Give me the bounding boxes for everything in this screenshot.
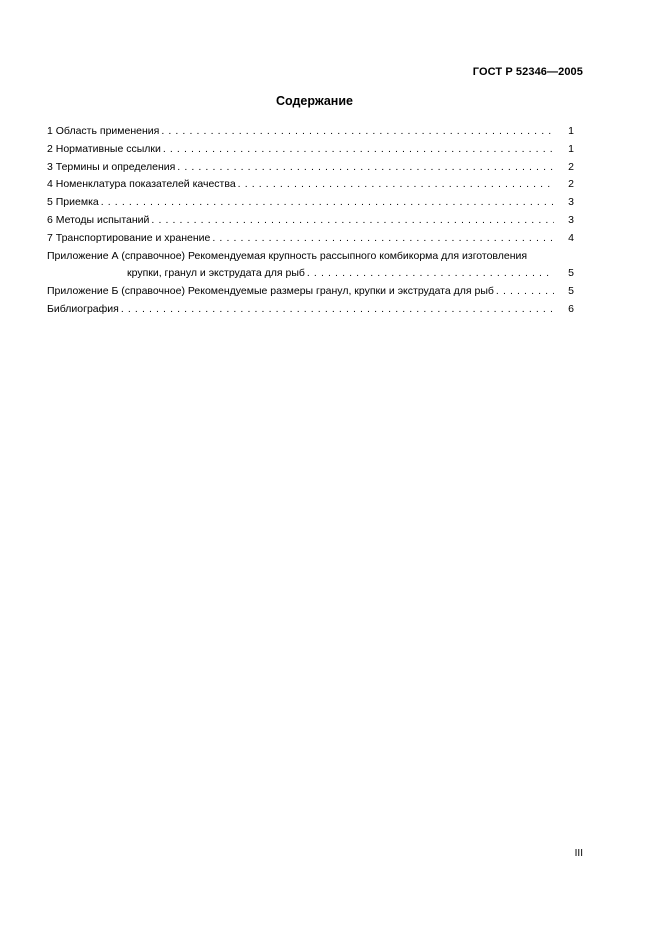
toc-entry-page: 1 [568, 125, 574, 137]
toc-entry[interactable] [47, 301, 574, 319]
toc-entry-label-continuation: крупки, гранул и экструдата для рыб [127, 267, 305, 280]
dot-leader [238, 176, 554, 194]
toc-entry-page: 2 [568, 160, 574, 173]
toc-entry[interactable] [47, 194, 574, 212]
toc-entry-label: 2 Нормативные ссылки [47, 142, 161, 155]
toc-entry-page: 5 [568, 285, 574, 298]
dot-leader [161, 123, 554, 141]
table-of-contents [47, 123, 574, 319]
toc-entry-page: 3 [568, 196, 574, 209]
dot-leader [496, 283, 554, 301]
toc-entry[interactable] [47, 141, 574, 159]
toc-entry-label: 1 Область применения [47, 125, 160, 137]
toc-entry-label: 7 Транспортирование и хранение [47, 231, 211, 244]
toc-entry-label: 6 Методы испытаний [47, 213, 150, 226]
dot-leader [307, 265, 554, 283]
toc-entry-appendix-a-line1[interactable] [47, 248, 574, 266]
dot-leader [177, 159, 554, 177]
toc-entry-page: 4 [568, 231, 574, 244]
toc-entry-appendix-a-line2[interactable] [47, 265, 574, 283]
dot-leader [121, 301, 554, 319]
toc-entry-label: Библиография [47, 302, 119, 315]
toc-entry-label: Приложение А (справочное) Рекомендуемая крупность рассыпного комбикорма для изготовления [47, 249, 528, 262]
toc-entry[interactable] [47, 159, 574, 177]
toc-entry-label: 3 Термины и определения [47, 160, 176, 173]
toc-entry-page: 5 [568, 267, 574, 280]
toc-entry-label: 4 Номенклатура показателей качества [47, 178, 236, 191]
toc-entry[interactable] [47, 176, 574, 194]
dot-leader [101, 194, 554, 212]
toc-entry[interactable] [47, 230, 574, 248]
toc-entry[interactable] [47, 123, 574, 141]
standard-code: ГОСТ Р 52346—2005 [472, 66, 583, 78]
toc-entry-page: 6 [568, 302, 574, 315]
toc-entry-label: 5 Приемка [47, 196, 99, 209]
toc-entry-page: 1 [568, 142, 574, 155]
dot-leader [151, 212, 554, 230]
toc-title: Содержание [275, 94, 353, 108]
page-number: III [574, 848, 583, 859]
dot-leader [163, 141, 554, 159]
toc-entry-label: Приложение Б (справочное) Рекомендуемые размеры гранул, крупки и экструдата для рыб [47, 285, 494, 298]
toc-entry[interactable] [47, 283, 574, 301]
toc-entry[interactable] [47, 212, 574, 230]
toc-entry-page: 2 [568, 178, 574, 191]
toc-entry-page: 3 [568, 213, 574, 226]
dot-leader [212, 230, 554, 248]
